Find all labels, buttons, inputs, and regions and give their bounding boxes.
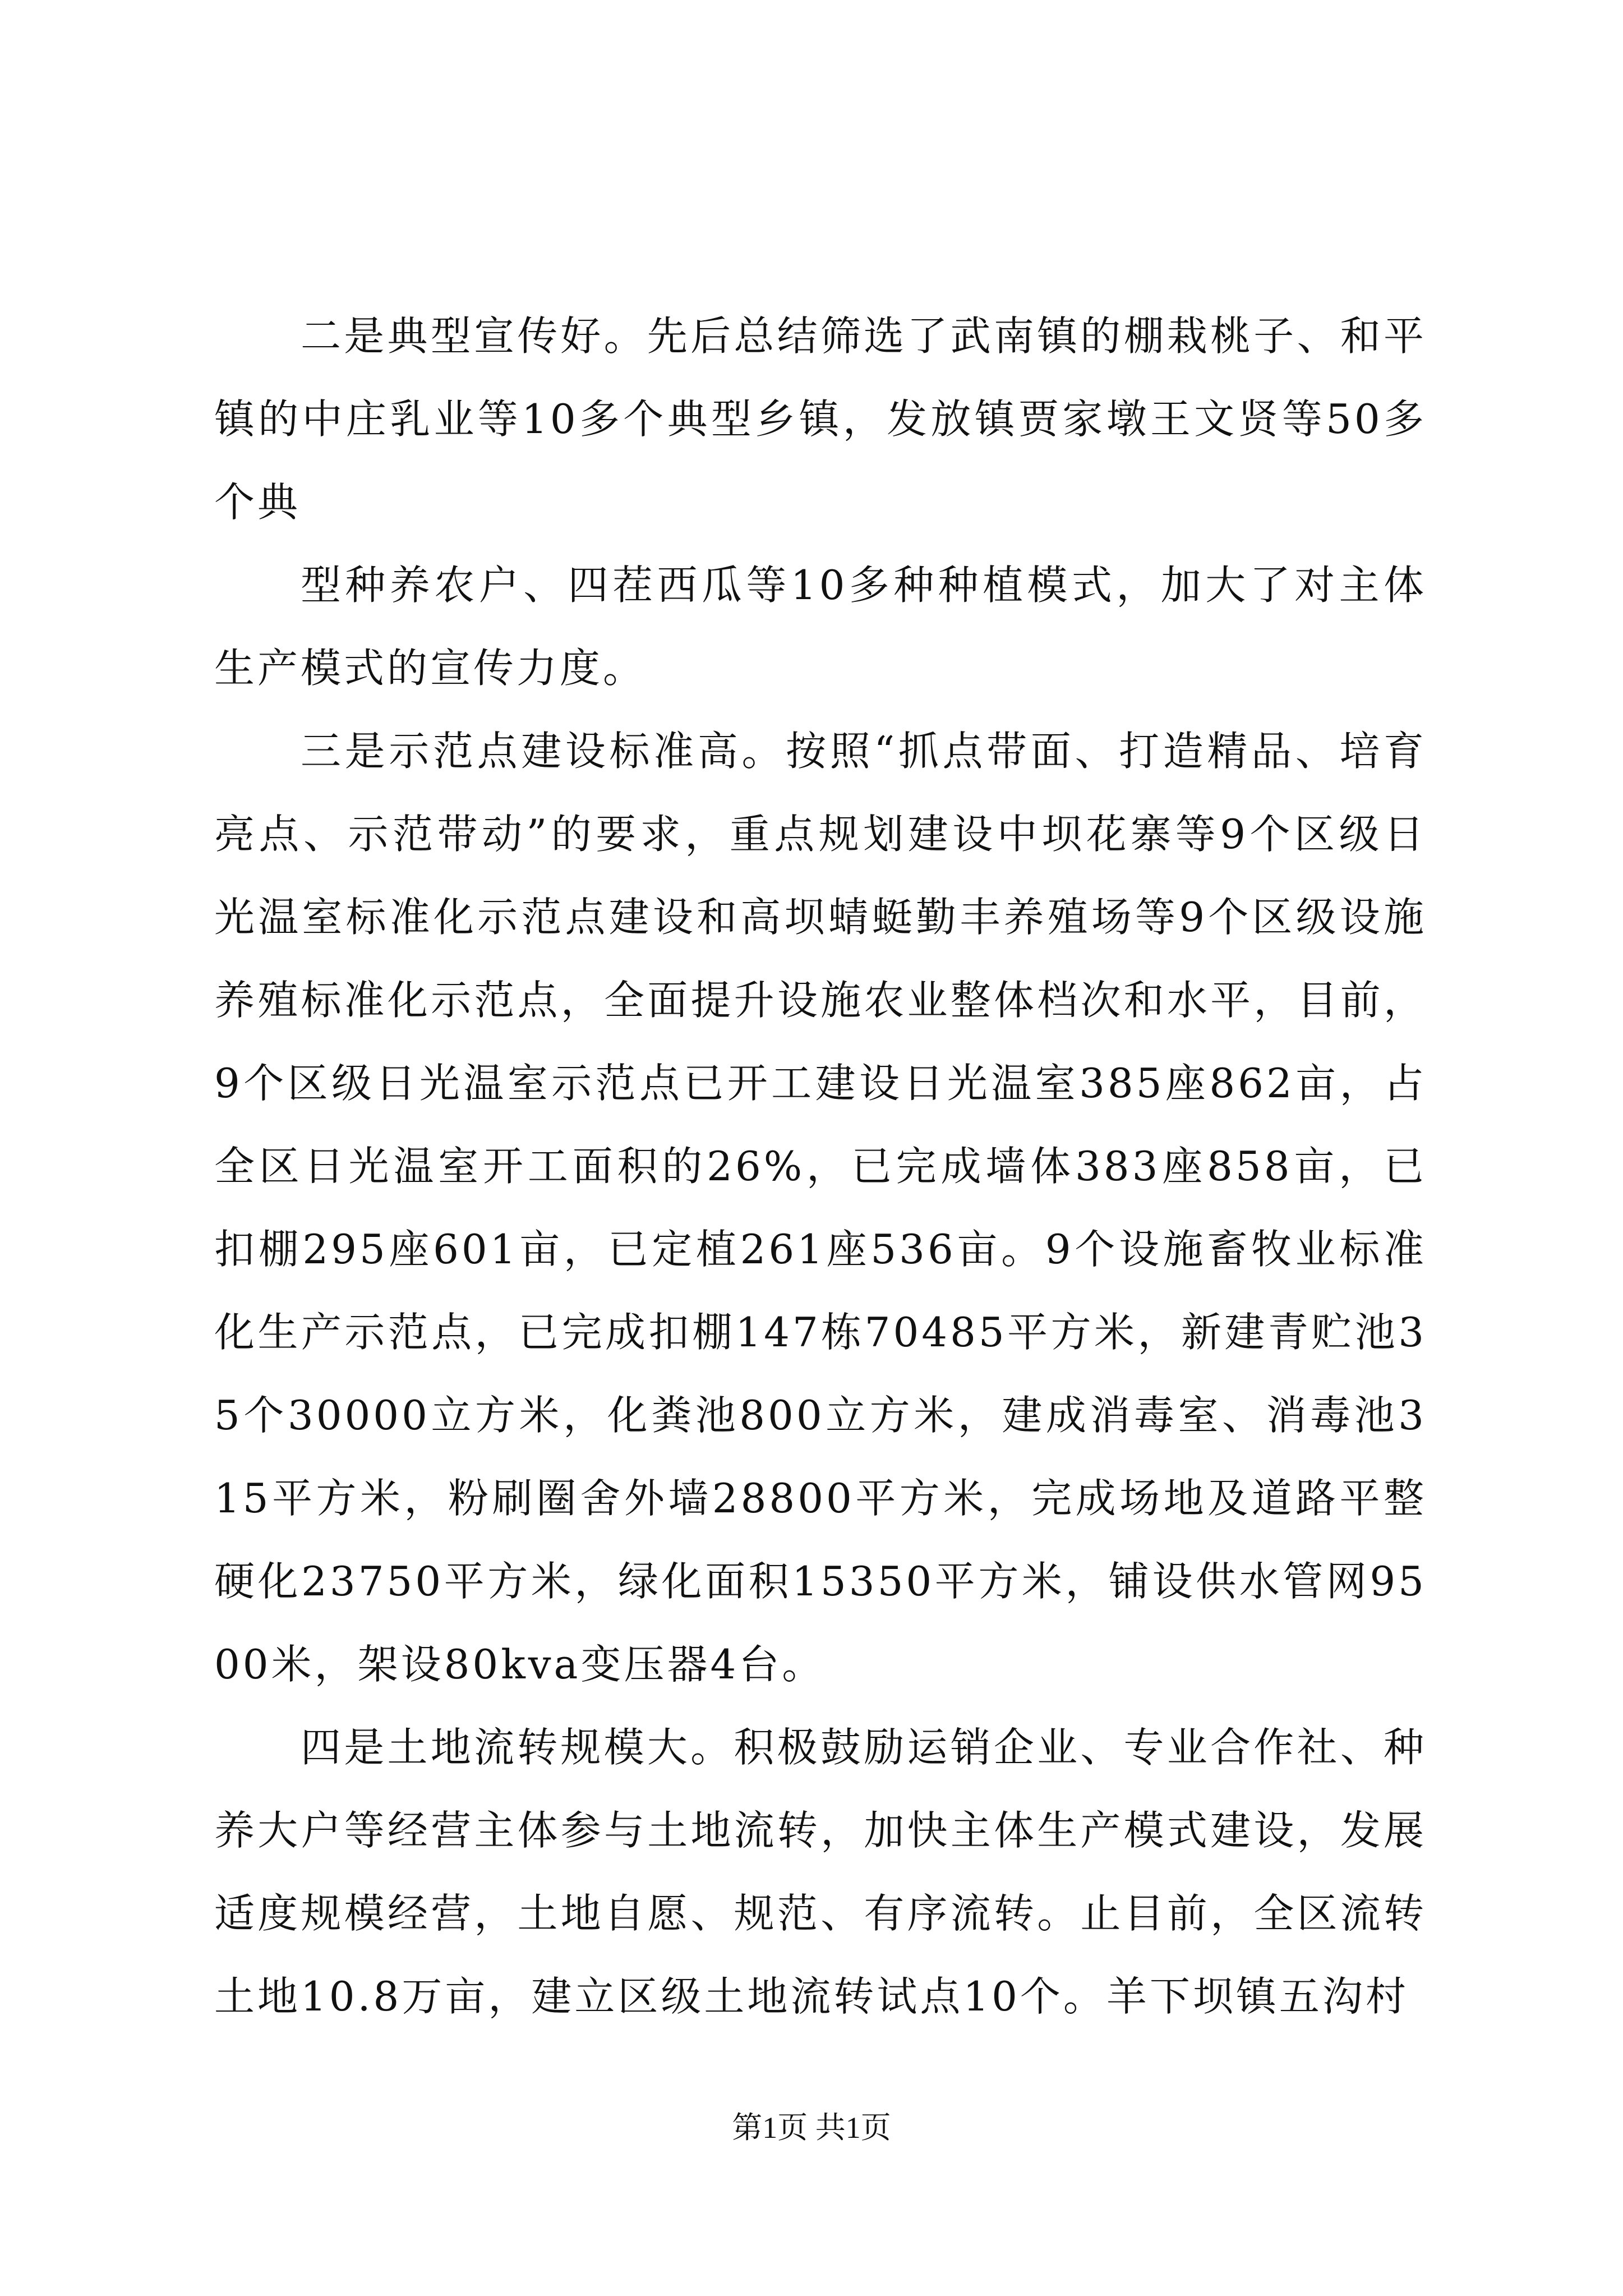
paragraph-typical-publicity: 二是典型宣传好。先后总结筛选了武南镇的棚栽桃子、和平镇的中庄乳业等10多个典型乡镇，发放镇贾家墩王文贤等50多个典 (214, 312, 1427, 526)
paragraph-demonstration-sites: 三是示范点建设标准高。按照“抓点带面、打造精品、培育亮点、示范带动”的要求，重点规划建设中坝花寨等9个区级日光温室标准化示范点建设和高坝蜻蜓勤丰养殖场等9个区级设施养殖标准化示范点，全面提升设施农业整体档次和水平，目前，9个区级日光温室示范点已开工建设日光温室385座862亩，占全区日光温室开工面积的26%，已完成墙体383座858亩，已扣棚295座601亩，已定植261座536亩。9个设施畜牧业标准化生产示范点，已完成扣棚147栋70485平方米，新建青贮池35个30000立方米，化粪池800立方米，建成消毒室、消毒池315平方米，粉刷圈舍外墙28800平方米，完成场地及道路平整硬化23750平方米，绿化面积15350平方米，铺设供水管网9500米，架设80kva变压器4台。 (214, 728, 1427, 1688)
paragraph-planting-models: 型种养农户、四茬西瓜等10多种种植模式，加大了对主体生产模式的宣传力度。 (214, 562, 1427, 692)
document-body (214, 295, 1427, 2038)
paragraph-land-transfer: 四是土地流转规模大。积极鼓励运销企业、专业合作社、种养大户等经营主体参与土地流转，加快主体生产模式建设，发展适度规模经营，土地自愿、规范、有序流转。止目前，全区流转土地10.8万亩，建立区级土地流转试点10个。羊下坝镇五沟村 (214, 1724, 1427, 2020)
page-number-footer: 第1页 共1页 (732, 2111, 891, 2145)
